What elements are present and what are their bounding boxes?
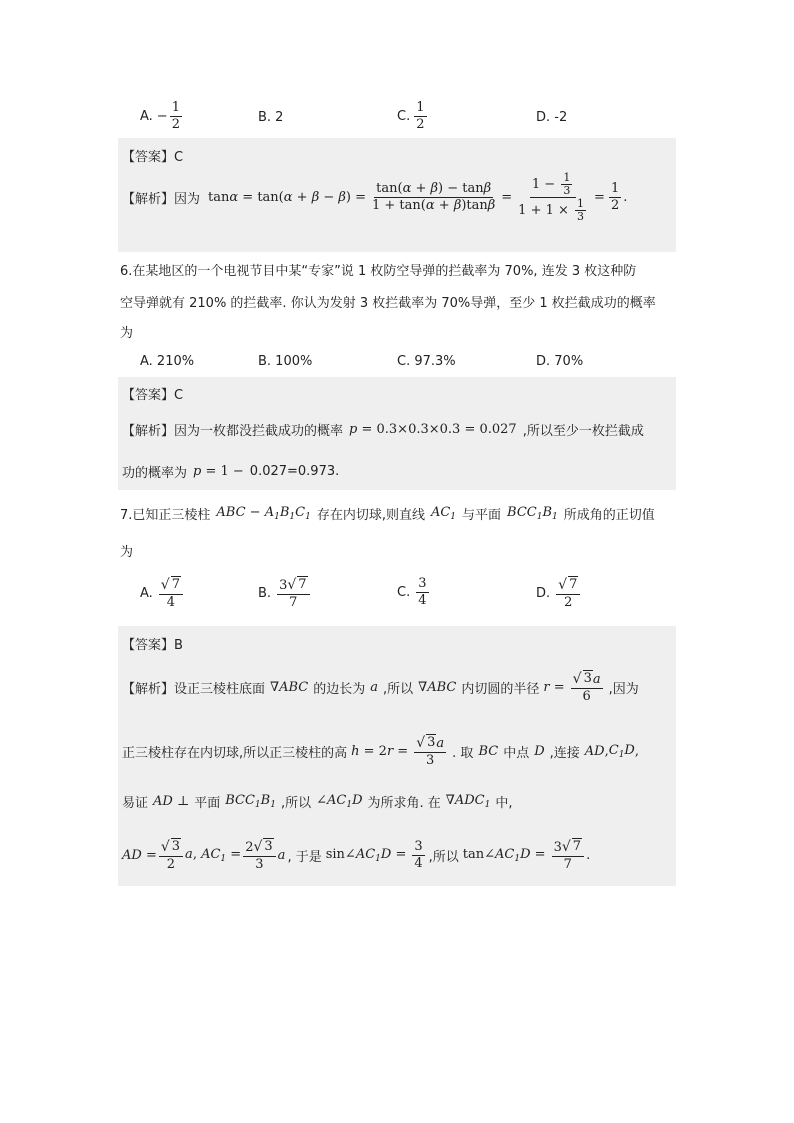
q7-stem-line2: 为 <box>120 545 134 560</box>
q7-explanation-line3: 易证 AD ⊥ 平面 $BCC_1B_1$ ,所以 $\angle AC_1D$ 为所求角. 在 $\nabla ADC_1$ 中, <box>122 793 513 811</box>
q7-option-d: D. √ $\frac{7}{2}$ <box>536 576 582 611</box>
q6-explanation-line2: 功的概率为 p = 1 − 0.027=0.973. <box>122 464 340 481</box>
q7-option-c: C. $\frac{3}{4}$ <box>397 576 427 608</box>
q6-stem-line3: 为 <box>120 326 134 341</box>
q5-answer: 【答案】C <box>122 150 184 165</box>
q5-option-b: B. 2 <box>258 110 284 125</box>
q7-option-a: A. √ $\frac{7}{4}$ <box>140 576 185 611</box>
q7-option-b: B. 3 √ 7 7 <box>258 576 312 611</box>
q7-explanation-line2: 正三棱柱存在内切球,所以正三棱柱的高 h = 2r = √ 3 a 3 . 取 BC 中点 D ,连接 AD , $C_1D$ , <box>122 734 639 769</box>
q5-option-c: C. $\frac{1}{2}$ <box>397 100 425 132</box>
q7-explanation-line4: AD = √ $\frac{3}{2}$ a, $AC_1$ = 2 √ 3 3 a , 于是 $\sin\angle AC_1D$ = $\frac{3}{4}$ ,所以 $\tan\angle AC_1D$ = 3 √ 7 7 . <box>122 838 590 873</box>
q6-answer: 【答案】C <box>122 388 184 403</box>
q6-option-b: B. 100% <box>258 354 313 369</box>
q6-option-a: A. 210% <box>140 354 195 369</box>
q5-explanation: 【解析】因为 tanα = tan(α + β − β) = $\frac{\tan(\alpha + \beta) - \tan\beta}{1 + \tan(\alpha + \beta)\tan\beta}$ = 1 − $\frac{1}{3}$ 1 + 1 × $\frac{1}{3}$ = $\frac{1}{2}$ . <box>122 171 628 223</box>
q7-stem-line1: 7.已知正三棱柱 ABC − $A_1B_1C_1$ 存在内切球,则直线 $AC_1$ 与平面 $BCC_1B_1$ 所成角的正切值 <box>120 505 655 523</box>
q5-option-a: A. − $\frac{1}{2}$ <box>140 100 180 132</box>
q6-stem-line1: 6.在某地区的一个电视节目中某“专家”说 1 枚防空导弹的拦截率为 70%, 连发 3 枚这种防 <box>120 264 637 279</box>
q5-option-d: D. -2 <box>536 110 568 125</box>
q6-stem-line2: 空导弹就有 210% 的拦截率. 你认为发射 3 枚拦截率为 70%导弹，至少 1 枚拦截成功的概率 <box>120 296 656 311</box>
q6-option-d: D. 70% <box>536 354 584 369</box>
q7-answer: 【答案】B <box>122 638 183 653</box>
q6-option-c: C. 97.3% <box>397 354 456 369</box>
q6-explanation-line1: 【解析】因为一枚都没拦截成功的概率 p = 0.3×0.3×0.3 = 0.027 ,所以至少一枚拦截成 <box>122 422 644 439</box>
q7-explanation-line1: 【解析】设正三棱柱底面 ∇ABC 的边长为 a ,所以 ∇ABC 内切圆的半径 r = √ 3 a 6 ,因为 <box>122 670 639 705</box>
